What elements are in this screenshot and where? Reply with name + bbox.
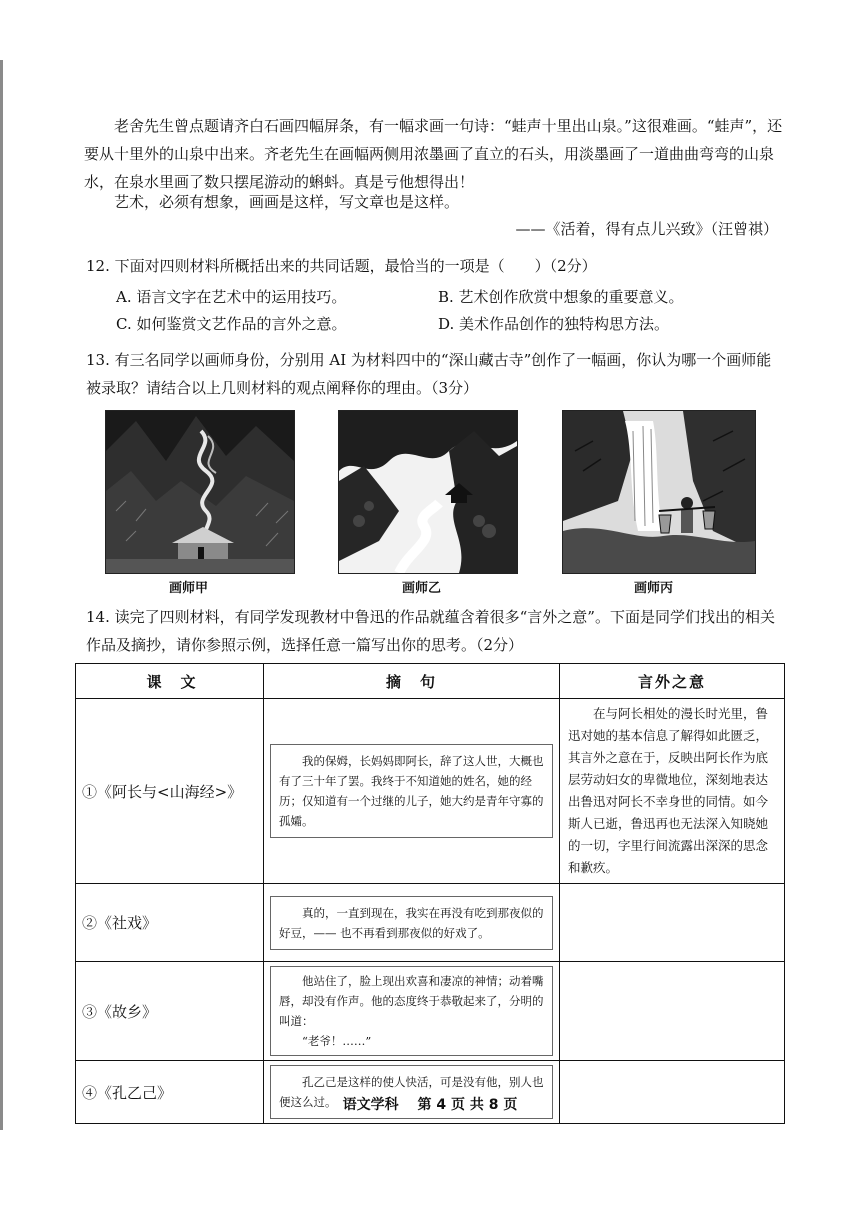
header-meaning: 言外之意 <box>560 664 785 699</box>
row-3-excerpt: 他站住了，脸上现出欢喜和凄凉的神情；动着嘴唇，却没有作声。他的态度终于恭敬起来了，分明的叫道： <box>279 974 544 1028</box>
option-a: A. 语言文字在艺术中的运用技巧。 <box>116 288 347 306</box>
header-excerpt: 摘 句 <box>264 664 560 699</box>
page-edge <box>0 60 3 1130</box>
table-row <box>76 1061 785 1124</box>
passage-conclusion: 艺术，必须有想象，画画是这样，写文章也是这样。 <box>114 193 460 211</box>
question-14-stem: 14. 读完了四则材料，有同学发现教材中鲁迅的作品就蕴含着很多“言外之意”。下面是同学们找出的相关作品及摘抄，请你参照示例，选择任意一篇写出你的思考。（2分） <box>86 608 775 654</box>
q14-table <box>75 663 785 1124</box>
painting-jia-caption: 画师甲 <box>169 581 209 596</box>
row-4-answer-blank[interactable] <box>560 1061 785 1124</box>
painting-yi-caption: 画师乙 <box>402 581 442 596</box>
row-2-excerpt-cell <box>264 884 560 962</box>
painting-yi-image <box>338 410 518 574</box>
row-3-answer-blank[interactable] <box>560 962 785 1061</box>
row-1-excerpt-cell <box>264 699 560 884</box>
row-1-excerpt: 我的保姆，长妈妈即阿长，辞了这人世，大概也有了三十年了罢。我终于不知道她的姓名，她的经历；仅知道有一个过继的儿子，她大约是青年守寡的孤孀。 <box>270 744 553 838</box>
row-1-meaning: 在与阿长相处的漫长时光里，鲁迅对她的基本信息了解得如此匮乏，其言外之意在于，反映出阿长作为底层劳动妇女的卑微地位，深刻地表达出鲁迅对阿长不幸身世的同情。如今斯人已逝，鲁迅再也无法深入知晓她的一切，字里行间流露出深深的思念和歉疚。 <box>568 706 769 875</box>
row-3-excerpt-cell <box>264 962 560 1061</box>
header-text: 课 文 <box>76 664 264 699</box>
row-4-title: ④《孔乙己》 <box>76 1061 264 1124</box>
page-footer: 语文学科 第 4 页 共 8 页 <box>342 1097 518 1113</box>
option-d: D. 美术作品创作的独特构思方法。 <box>438 315 670 333</box>
question-12-stem: 12. 下面对四则材料所概括出来的共同话题，最恰当的一项是（ ）（2分） <box>86 257 597 275</box>
table-header-row <box>76 664 785 699</box>
passage-source: ——《活着，得有点儿兴致》（汪曾祺） <box>515 220 778 238</box>
row-2-title: ②《社戏》 <box>76 884 264 962</box>
row-4-excerpt: 孔乙己是这样的使人快活，可是没有他，别人也便这么过。 <box>270 1065 553 1119</box>
question-13-stem: 13. 有三名同学以画师身份，分别用 AI 为材料四中的“深山藏古寺”创作了一幅画，你认为哪一个画师能被录取？请结合以上几则材料的观点阐释你的理由。（3分） <box>86 351 772 397</box>
option-c: C. 如何鉴赏文艺作品的言外之意。 <box>116 315 347 333</box>
painting-bing-image <box>562 410 756 574</box>
row-3-title: ③《故乡》 <box>76 962 264 1061</box>
table-row <box>76 699 785 884</box>
painting-jia-image <box>105 410 295 574</box>
row-2-excerpt: 真的，一直到现在，我实在再没有吃到那夜似的好豆，—— 也不再看到那夜似的好戏了。 <box>270 896 553 950</box>
row-2-answer-blank[interactable] <box>560 884 785 962</box>
table-row <box>76 884 785 962</box>
table-row <box>76 962 785 1061</box>
row-3-quote: “老爷！……” <box>302 1034 372 1048</box>
row-1-meaning-cell <box>560 699 785 884</box>
passage-paragraph: 老舍先生曾点题请齐白石画四幅屏条，有一幅求画一句诗：“蛙声十里出山泉。”这很难画。“蛙声”，还要从十里外的山泉中出来。齐老先生在画幅两侧用浓墨画了直立的石头，用淡墨画了一道曲曲弯弯的山泉水，在泉水里画了数只摆尾游动的蝌蚪。真是亏他想得出！ <box>84 117 783 191</box>
row-1-title: ①《阿长与<山海经>》 <box>76 699 264 884</box>
option-b: B. 艺术创作欣赏中想象的重要意义。 <box>438 288 684 306</box>
painting-bing-caption: 画师丙 <box>634 581 674 596</box>
row-4-excerpt-cell <box>264 1061 560 1124</box>
row-3-excerpt-box <box>270 966 553 1056</box>
